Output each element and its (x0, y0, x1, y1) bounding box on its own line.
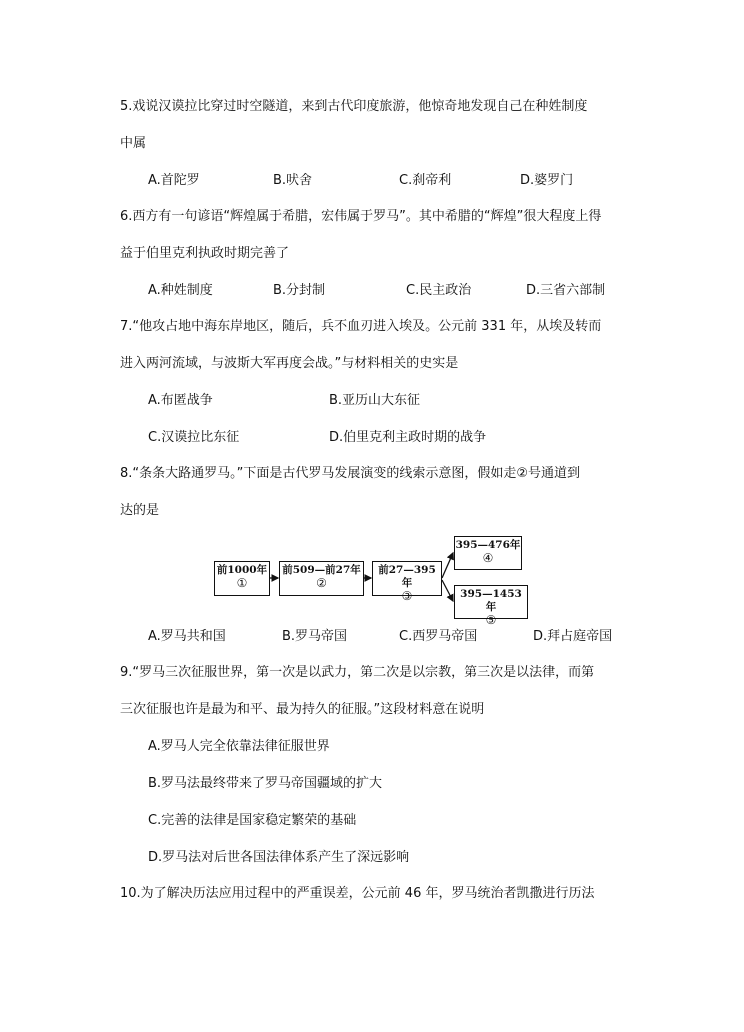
q9-option-b: B.罗马法最终带来了罗马帝国疆域的扩大 (148, 776, 383, 791)
q8-option-d: D.拜占庭帝国 (533, 629, 613, 644)
timeline-box-3-number: ③ (401, 589, 413, 603)
q9-stem-line1: 9.“罗马三次征服世界，第一次是以武力，第二次是以宗教，第三次是以法律，而第 (120, 665, 595, 680)
q8-stem-line2: 达的是 (120, 503, 160, 518)
q8-stem-line1: 8.“条条大路通罗马。”下面是古代罗马发展演变的线索示意图，假如走②号通道到 (120, 466, 581, 481)
q6-option-b: B.分封制 (273, 283, 326, 298)
q7-option-b: B.亚历山大东征 (329, 393, 421, 408)
q6-stem-line1: 6.西方有一句谚语“辉煌属于希腊，宏伟属于罗马”。其中希腊的“辉煌”很大程度上得 (120, 209, 602, 224)
q5-option-d: D.婆罗门 (520, 173, 574, 188)
q5-option-a: A.首陀罗 (148, 173, 200, 188)
q7-option-a: A.布匿战争 (148, 393, 213, 408)
q9-option-a: A.罗马人完全依靠法律征服世界 (148, 739, 330, 754)
timeline-box-5 (454, 585, 528, 627)
timeline-box-4-label: 395—476年 (455, 539, 521, 551)
timeline-box-5-label: 395—1453年 (460, 588, 522, 613)
q5-stem-line1: 5.戏说汉谟拉比穿过时空隧道，来到古代印度旅游，他惊奇地发现自己在种姓制度 (120, 99, 588, 114)
timeline-box-4 (454, 536, 522, 570)
q7-stem-line2: 进入两河流域，与波斯大军再度会战。”与材料相关的史实是 (120, 356, 459, 371)
q9-option-c: C.完善的法律是国家稳定繁荣的基础 (148, 813, 357, 828)
timeline-box-3 (372, 561, 442, 603)
arrow-3-to-4 (442, 553, 453, 578)
q7-option-d: D.伯里克利主政时期的战争 (329, 430, 487, 445)
timeline-box-2-number: ② (316, 576, 327, 590)
timeline-box-1 (214, 561, 270, 596)
timeline-box-4-number: ④ (482, 551, 494, 565)
q6-option-c: C.民主政治 (406, 283, 472, 298)
q8-option-b: B.罗马帝国 (282, 629, 348, 644)
timeline-box-5-number: ⑤ (485, 613, 497, 627)
timeline-box-2 (279, 561, 364, 596)
q6-stem-line2: 益于伯里克利执政时期完善了 (120, 246, 290, 261)
q7-stem-line1: 7.“他攻占地中海东岸地区，随后，兵不血刃进入埃及。公元前 331 年，从埃及转而 (120, 319, 602, 334)
q5-option-c: C.刹帝利 (399, 173, 452, 188)
timeline-box-1-number: ① (236, 576, 248, 590)
q9-option-d: D.罗马法对后世各国法律体系产生了深远影响 (148, 850, 410, 865)
q6-option-a: A.种姓制度 (148, 283, 213, 298)
timeline-box-3-label: 前27—395年 (378, 564, 436, 589)
arrow-3-to-5 (442, 580, 453, 601)
q10-stem-line1: 10.为了解决历法应用过程中的严重误差，公元前 46 年，罗马统治者凯撒进行历法 (120, 886, 595, 901)
q8-option-a: A.罗马共和国 (148, 629, 226, 644)
q9-stem-line2: 三次征服也许是最为和平、最为持久的征服。”这段材料意在说明 (120, 702, 485, 717)
timeline-box-1-label: 前1000年 (216, 564, 268, 576)
q8-option-c: C.西罗马帝国 (399, 629, 478, 644)
q5-option-b: B.吠舍 (273, 173, 313, 188)
q6-option-d: D.三省六部制 (526, 283, 606, 298)
q5-stem-line2: 中属 (120, 136, 147, 151)
timeline-box-2-label: 前509—前27年 (282, 564, 361, 576)
q7-option-c: C.汉谟拉比东征 (148, 430, 240, 445)
